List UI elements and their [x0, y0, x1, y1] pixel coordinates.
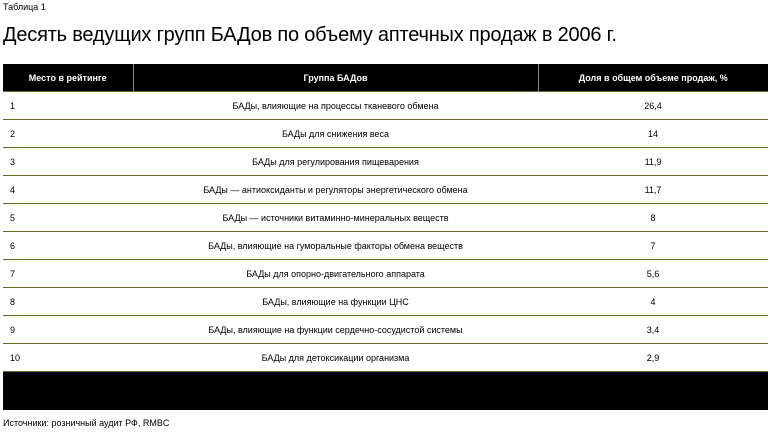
- rank-cell: 6: [3, 232, 133, 260]
- share-cell: 2,9: [538, 344, 768, 372]
- table-body: [3, 92, 768, 372]
- rank-cell: 9: [3, 316, 133, 344]
- page-title: Десять ведущих групп БАДов по объему аптечных продаж в 2006 г.: [3, 24, 617, 46]
- table-row: [3, 316, 768, 344]
- header-rank: Место в рейтинге: [3, 64, 133, 92]
- rank-cell: 1: [3, 92, 133, 120]
- rank-cell: 10: [3, 344, 133, 372]
- share-cell: 4: [538, 288, 768, 316]
- share-cell: 11,7: [538, 176, 768, 204]
- group-cell: БАДы для детоксикации организма: [133, 344, 538, 372]
- share-cell: 3,4: [538, 316, 768, 344]
- share-cell: 14: [538, 120, 768, 148]
- share-cell: 11,9: [538, 148, 768, 176]
- table-row: [3, 260, 768, 288]
- share-cell: 5,6: [538, 260, 768, 288]
- table-row: [3, 204, 768, 232]
- table-row: [3, 344, 768, 372]
- table-footer-bar: [3, 372, 768, 411]
- group-cell: БАДы для снижения веса: [133, 120, 538, 148]
- share-cell: 8: [538, 204, 768, 232]
- sources-note: Источники: розничный аудит РФ, RMBC: [3, 418, 170, 428]
- group-cell: БАДы — антиоксиданты и регуляторы энергетического обмена: [133, 176, 538, 204]
- table-row: [3, 288, 768, 316]
- group-cell: БАДы, влияющие на функции ЦНС: [133, 288, 538, 316]
- rank-cell: 2: [3, 120, 133, 148]
- table-caption: Таблица 1: [3, 2, 46, 12]
- group-cell: БАДы, влияющие на процессы тканевого обмена: [133, 92, 538, 120]
- group-cell: БАДы, влияющие на функции сердечно-сосудистой системы: [133, 316, 538, 344]
- rank-cell: 3: [3, 148, 133, 176]
- group-cell: БАДы, влияющие на гуморальные факторы обмена веществ: [133, 232, 538, 260]
- table-row: [3, 232, 768, 260]
- header-share: Доля в общем объеме продаж, %: [538, 64, 768, 92]
- group-cell: БАДы для опорно-двигательного аппарата: [133, 260, 538, 288]
- table-row: [3, 148, 768, 176]
- header-row: [3, 64, 768, 92]
- footer-bar: [3, 372, 768, 411]
- header-group: Группа БАДов: [133, 64, 538, 92]
- ranking-table: [3, 64, 768, 410]
- rank-cell: 8: [3, 288, 133, 316]
- table-row: [3, 120, 768, 148]
- table-header: [3, 64, 768, 92]
- share-cell: 7: [538, 232, 768, 260]
- table-row: [3, 92, 768, 120]
- rank-cell: 7: [3, 260, 133, 288]
- rank-cell: 5: [3, 204, 133, 232]
- group-cell: БАДы — источники витаминно-минеральных веществ: [133, 204, 538, 232]
- rank-cell: 4: [3, 176, 133, 204]
- table-row: [3, 176, 768, 204]
- share-cell: 26,4: [538, 92, 768, 120]
- group-cell: БАДы для регулирования пищеварения: [133, 148, 538, 176]
